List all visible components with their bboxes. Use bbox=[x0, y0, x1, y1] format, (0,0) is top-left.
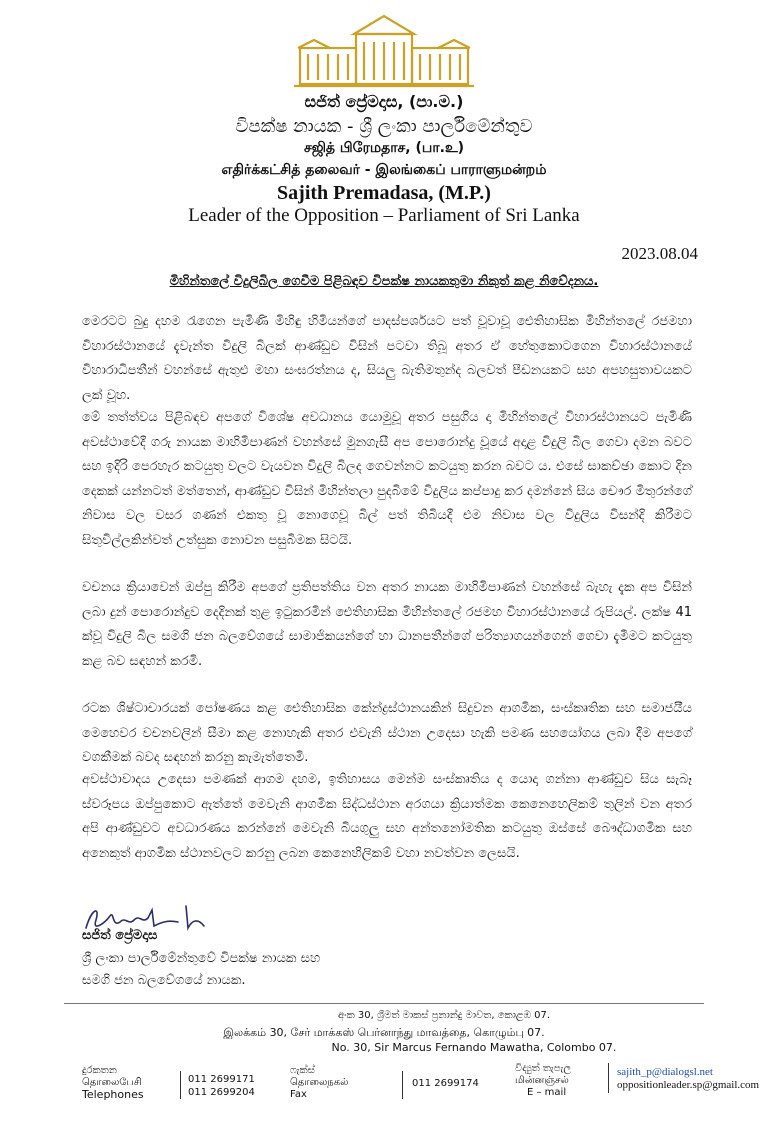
paragraph-3: වචනය ක්‍රියාවෙන් ඔප්පු කිරීම අපගේ ප්‍රතිපත්තිය වන අතර නායක මාහිමිපාණන් වහන්සේ බැහැ දැක අප විසින් ලබා දුන් පොරොන්දුව දෙදිනක් තුළ ඉටුකරමින් ඓතිහාසික මිහින්තලේ රජමහ විහාරස්ථානයේ රුපියල්. ලක්ෂ 41 ක්වූ විදුලි බිල සමගි ජන බලවේගයේ සාමාජිකයන්ගේ හා ධානපතීන්ගේ පරිත්‍යාගයන්ගෙන් ගෙවා දැමීමට කටයුතු කළ බව සඳහන් කරමි. bbox=[82, 580, 692, 669]
email-address-2[interactable]: oppositionleader.sp@gmail.com bbox=[617, 1079, 760, 1091]
letterhead-name-english: Sajith Premadasa, (M.P.) bbox=[277, 182, 491, 204]
letterhead-title-english: Leader of the Opposition – Parliament of Sri Lanka bbox=[188, 205, 580, 226]
fax-bracket bbox=[402, 1071, 403, 1099]
email-label-english: E – mail bbox=[527, 1087, 567, 1098]
email-label bbox=[515, 1063, 571, 1099]
address-english: No. 30, Sir Marcus Fernando Mawatha, Colombo 07. bbox=[331, 1041, 617, 1054]
telephone-label-sinhala: දුරකතන bbox=[82, 1065, 117, 1076]
telephone-numbers bbox=[188, 1073, 255, 1099]
telephone-number-1: 011 2699171 bbox=[188, 1074, 255, 1085]
signatory-role-line2: සමගි ජන බලවේගයේ නායක. bbox=[82, 973, 246, 988]
telephone-label-english: Telephones bbox=[82, 1088, 144, 1101]
email-label-sinhala: විද්‍යුත් තැපැල bbox=[515, 1063, 571, 1074]
email-address-1[interactable]: sajith_p@dialogsl.net bbox=[617, 1066, 713, 1078]
email-addresses bbox=[617, 1066, 759, 1092]
letterhead-title-sinhala: විපක්ෂ නායක - ශ්‍රී ලංකා පාර්ලිමේන්තුව bbox=[235, 116, 533, 137]
fax-label-sinhala: ෆැක්ස් bbox=[290, 1065, 315, 1076]
fax-label-english: Fax bbox=[290, 1089, 307, 1100]
email-label-tamil: மின்னஞ்சல் bbox=[515, 1075, 569, 1086]
signatory-role-line1: ශ්‍රී ලංකා පාර්ලිමේන්තුවේ විපක්ෂ නායක සහ bbox=[82, 951, 321, 966]
address-tamil: இலக்கம் 30, சேர் மாக்கஸ் பெர்னாந்து மாவத்தை, கொழும்பு 07. bbox=[223, 1026, 545, 1039]
letterhead-title-tamil: எதிர்க்கட்சித் தலைவர் - இலங்கைப் பாராளுமன்றம் bbox=[221, 162, 547, 178]
paragraph-5: අවස්ථාවාදය උදෙසා පමණක් ආගම දහම, ඉතිහාසය මෙන්ම සංස්කෘතිය ද යොදා ගන්නා ආණ්ඩුව සිය සැබෑ ස්වරූපය ඔප්පුකොට ඇත්තේ මෙවැනි ආගමික සිද්ධස්ථාන අරගයා ක්‍රියාත්මක කෙනෙහෙලිකම් තුලින් වන අතර අපි ආණ්ඩුවට අවධාරණය කරන්නේ මෙවැනි බියගුලු සහ අන්තනෝමතික කටයුතු ඔස්සේ බෞද්ධාගමික සහ අනෙකුත් ආගමික ස්ථානවලට කරනු ලබන කෙනෙහිලිකම් වහා නවත්වන ලෙසයි. bbox=[82, 772, 692, 861]
footer-divider bbox=[64, 1003, 704, 1004]
paragraph-2: මේ තත්ත්වය පිළිබඳව අපගේ විශේෂ අවධානය යොමුවූ අතර පසුගිය දා මිහින්තලේ විහාරස්ථානයට පැමිණි අවස්ථාවේදී ගරු නායක මාහිමිපාණන් වහන්සේ මුනගැසී අප පොරොන්දු වූයේ අදාළ විදුලි බිල ගෙවා දමන බවට සහ ඉදිරි පෙරහැර කටයුතු වලට වැයවන විදුලි බිලද ගෙවන්නට කටයුතු කරන බවට ය. එසේ සාකච්ඡා කොට දින දෙකක් යන්නටත් මත්තෙන්, ආණ්ඩුව විසින් මිහින්තලා පුදබිමේ විදුලිය කප්පාදු කර දමන්නේ සිය චෞර මිතුරන්ගේ නිවාස වල වසර ගණන් එකතු වූ නොගෙවූ බිල් පත් තිබියදී එම නිවාස වල විදුලිය විසන්දි කිරීමට සිතුවිල්ලකින්වත් උත්සුක නොවන පසුබිමක සිටයි. bbox=[82, 410, 692, 548]
paragraph-1: මෙරටට බුදු දහම රැගෙන පැමිණි මිහිඳු හිමියන්ගේ පාදස්පර්ශයට පත් වූවාවූ ඓතිහාසික මිහින්තලේ රජමහා විහාරස්ථානයේ දැවැන්ත විදුලි බිලක් ආණ්ඩුව විසින් පටවා තිබූ අතර ඒ හේතුකොටගෙන විහාරස්ථානයේ විහාරාධිපතීන් වහන්සේ ඇතුළු මහා සංඝරත්නය ද, සියලු බැතිමතුන්ද බලවත් පීඩනයකට සහ අපහසුතාවයකට ලක් වූහ. bbox=[82, 314, 692, 403]
telephone-label-tamil: தொலைபேசி bbox=[82, 1077, 142, 1088]
fax-number: 011 2699174 bbox=[412, 1078, 479, 1089]
statement-title: මිහින්තලේ විදුලිබිල ගෙවීම පිළිබඳව විපක්ෂ නායකතුමා නිකුත් කළ නිවේදනය. bbox=[169, 274, 599, 289]
parliament-logo bbox=[292, 12, 476, 88]
letterhead-name-tamil: சஜித் பிரேமதாச, (பா.உ) bbox=[303, 140, 465, 156]
email-bracket bbox=[608, 1063, 609, 1093]
address-sinhala: අංක 30, ශ්‍රීමත් මාකස් ප්‍රනාන්දු මාවත, කොළඹ 07. bbox=[337, 1010, 551, 1021]
letterhead-name-sinhala: සජිත් ප්‍රේමදාස, (පා.ම.) bbox=[304, 92, 464, 111]
telephone-number-2: 011 2699204 bbox=[188, 1087, 255, 1098]
fax-label-tamil: தொலைநகல் bbox=[290, 1077, 349, 1088]
signatory-name: සජිත් ප්‍රේමදාස bbox=[82, 928, 158, 943]
letter-date: 2023.08.04 bbox=[621, 244, 698, 263]
fax-label bbox=[290, 1065, 348, 1101]
paragraph-4: රටක ශිෂ්ටාචාරයක් පෝෂණය කළ ඓතිහාසික කේන්ද්‍රස්ථානයකින් සිදුවන ආගමික, සංස්කෘතික සහ සමාජයීය මෙහෙවර වචනවලින් සීමා කළ නොහැකි අතර එවැනි ස්ථාන උදෙසා හැකි පමණ සහයෝගය ලබා දීම අපගේ වගකීමක් බවද සඳහන් කරනු කැමැත්තෙමි. bbox=[82, 701, 692, 765]
telephone-label bbox=[82, 1065, 144, 1101]
telephone-bracket bbox=[180, 1071, 181, 1099]
